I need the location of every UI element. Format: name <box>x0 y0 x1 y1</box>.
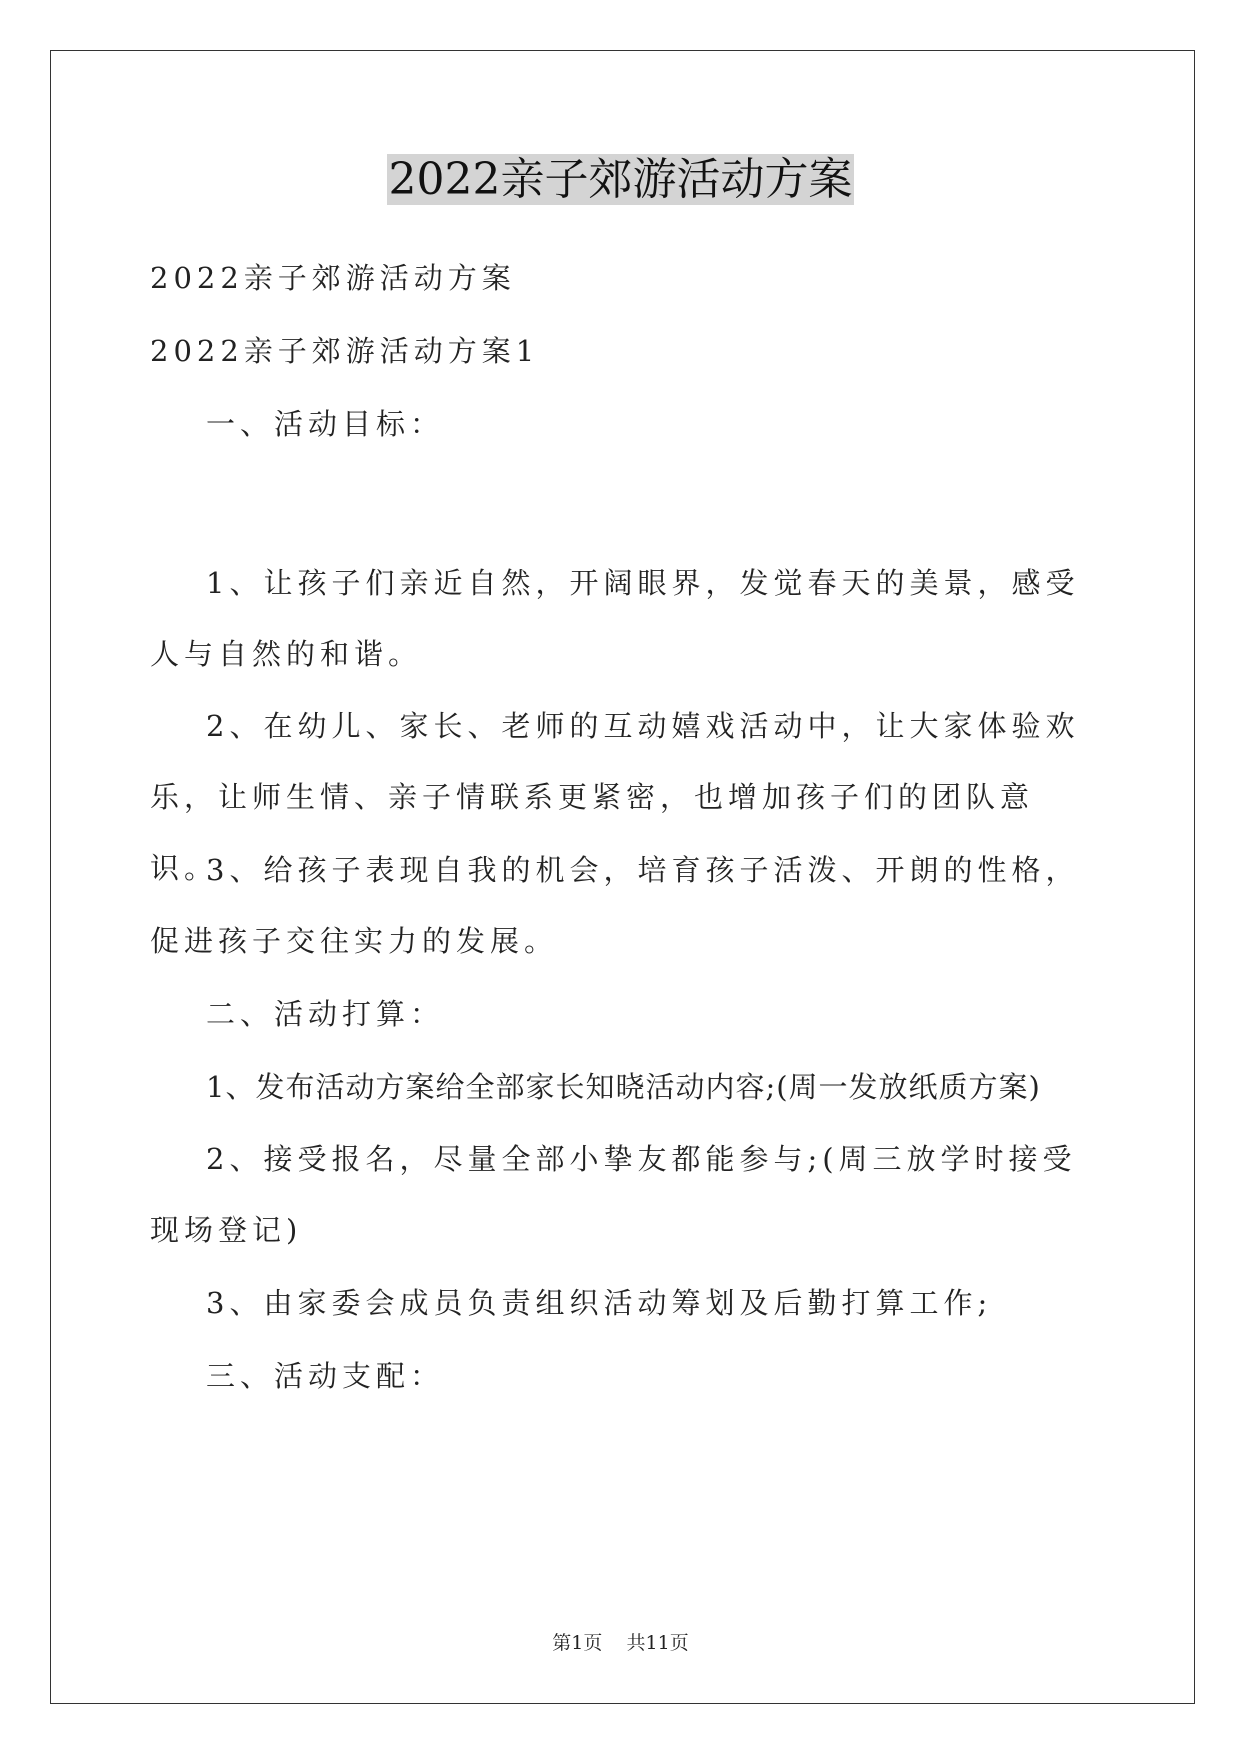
paragraph-prep-1: 1、发布活动方案给全部家长知晓活动内容;(周一发放纸质方案) <box>206 1070 1041 1104</box>
paragraph-subheading: 2022亲子郊游活动方案1 <box>150 334 540 368</box>
document-title <box>0 148 1241 212</box>
section-heading-preparation: 二、活动打算： <box>206 997 445 1031</box>
paragraph-heading: 2022亲子郊游活动方案 <box>150 261 516 295</box>
paragraph-prep-2: 2、接受报名，尽量全部小挚友都能参与;(周三放学时接受现场登记) <box>150 1142 1077 1247</box>
paragraph-goal-1: 1、让孩子们亲近自然，开阔眼界，发觉春天的美景，感受人与自然的和谐。 <box>150 566 1080 671</box>
section-heading-goals: 一、活动目标： <box>206 407 445 441</box>
paragraph-prep-3: 3、由家委会成员负责组织活动筹划及后勤打算工作; <box>206 1286 993 1320</box>
document-title-text: 2022亲子郊游活动方案 <box>388 154 853 205</box>
total-pages: 共11页 <box>626 1632 689 1654</box>
page-number: 第1页 <box>552 1632 603 1654</box>
paragraph-goal-2: 2、在幼儿、家长、老师的互动嬉戏活动中，让大家体验欢乐，让师生情、亲子情联系更紧密，也增加孩子们的团队意识。 <box>150 709 1080 885</box>
page-footer <box>0 1628 1241 1655</box>
section-heading-arrangement: 三、活动支配： <box>206 1359 445 1393</box>
paragraph-goal-3: 3、给孩子表现自我的机会，培育孩子活泼、开朗的性格，促进孩子交往实力的发展。 <box>150 853 1080 958</box>
